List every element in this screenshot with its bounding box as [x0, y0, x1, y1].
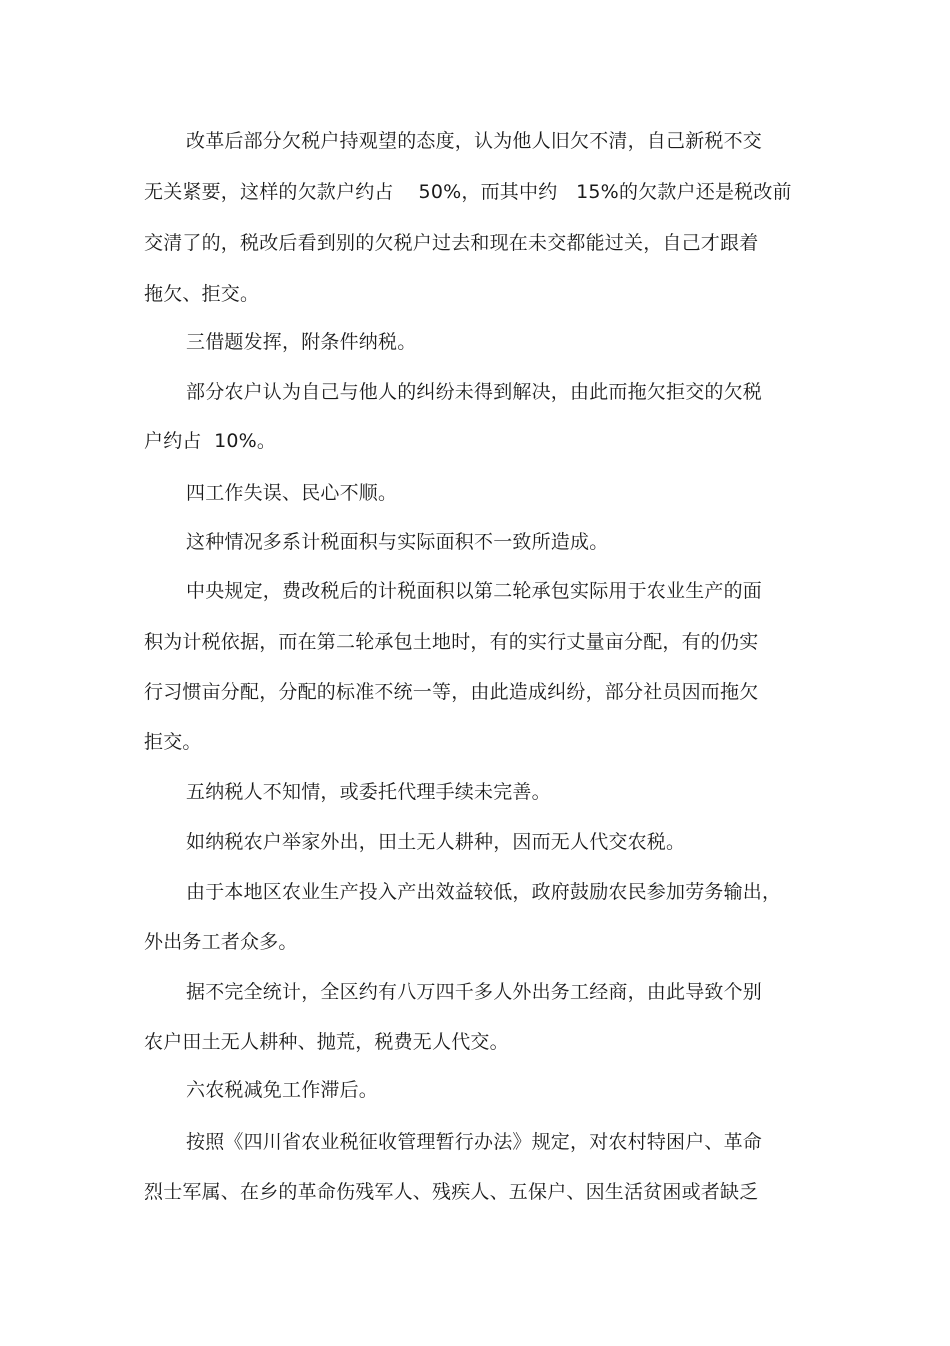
text-line: 由于本地区农业生产投入产出效益较低，政府鼓励农民参加劳务输出， [186, 881, 782, 903]
text-line: 如纳税农户举家外出，田土无人耕种，因而无人代交农税。 [186, 831, 686, 853]
text-line: 这种情况多系计税面积与实际面积不一致所造成。 [186, 531, 609, 553]
text-line: 按照《四川省农业税征收管理暂行办法》规定，对农村特困户、革命 [186, 1131, 763, 1153]
text-line: 据不完全统计，全区约有八万四千多人外出务工经商，由此导致个别 [186, 981, 763, 1003]
text-line: 户约占 10%。 [144, 430, 277, 452]
text-line: 交清了的，税改后看到别的欠税户过去和现在未交都能过关，自己才跟着 [144, 232, 759, 254]
text-line: 中央规定，费改税后的计税面积以第二轮承包实际用于农业生产的面 [186, 580, 763, 602]
text-line: 部分农户认为自己与他人的纠纷未得到解决，由此而拖欠拒交的欠税 [186, 381, 763, 403]
section-heading: 五纳税人不知情，或委托代理手续未完善。 [186, 781, 551, 803]
text-line: 改革后部分欠税户持观望的态度，认为他人旧欠不清，自己新税不交 [186, 130, 763, 152]
text-line: 烈士军属、在乡的革命伤残军人、残疾人、五保户、因生活贫困或者缺乏 [144, 1181, 759, 1203]
text-line: 无关紧要，这样的欠款户约占 50%，而其中约 15%的欠款户还是税改前 [144, 181, 792, 203]
text-line: 拖欠、拒交。 [144, 283, 260, 305]
text-line: 外出务工者众多。 [144, 931, 298, 953]
section-heading: 四工作失误、民心不顺。 [186, 482, 398, 504]
text-line: 积为计税依据，而在第二轮承包土地时，有的实行丈量亩分配，有的仍实 [144, 631, 759, 653]
section-heading: 三借题发挥，附条件纳税。 [186, 331, 417, 353]
section-heading: 六农税减免工作滞后。 [186, 1079, 379, 1101]
text-line: 拒交。 [144, 731, 202, 753]
text-line: 行习惯亩分配，分配的标准不统一等，由此造成纠纷，部分社员因而拖欠 [144, 681, 759, 703]
text-line: 农户田土无人耕种、抛荒，税费无人代交。 [144, 1031, 509, 1053]
